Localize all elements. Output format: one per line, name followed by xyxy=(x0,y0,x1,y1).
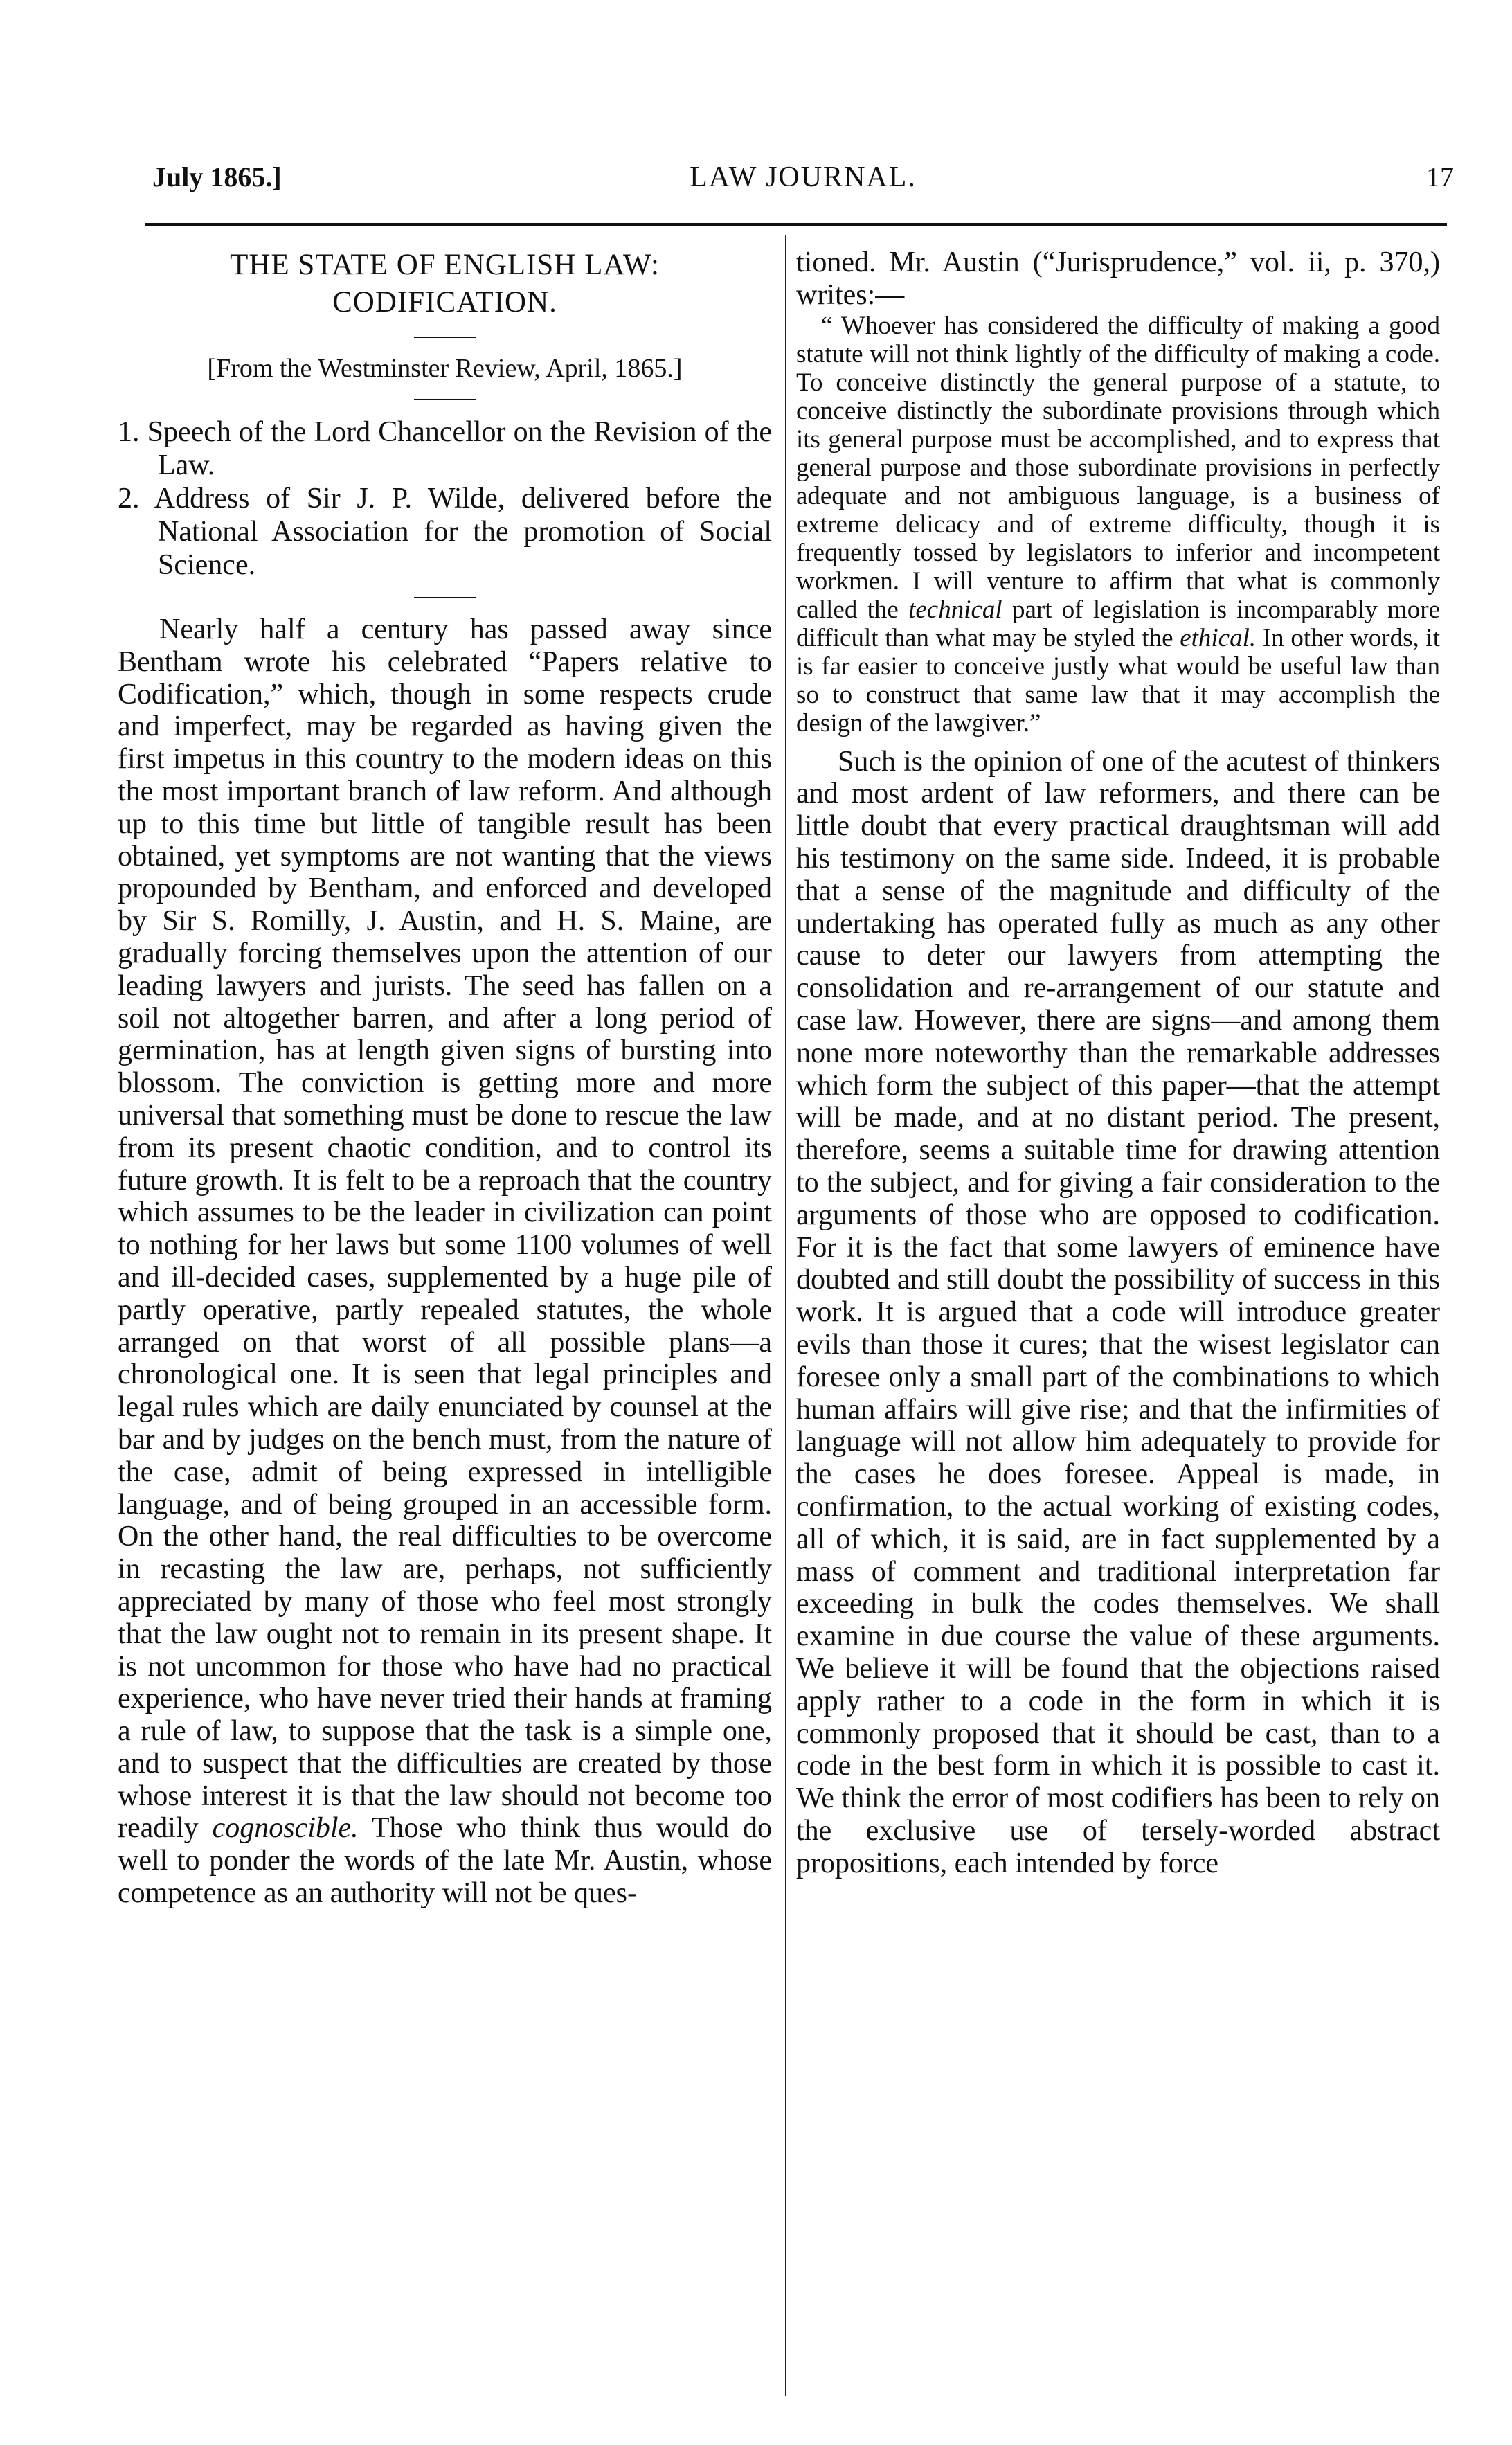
italic-term: ethical. xyxy=(1180,623,1257,652)
short-rule xyxy=(414,399,476,400)
page-number: 17 xyxy=(1426,161,1454,192)
journal-title: LAW JOURNAL. xyxy=(690,161,917,193)
article-title-line-2: CODIFICATION. xyxy=(332,286,557,319)
short-rule xyxy=(414,337,476,338)
running-header xyxy=(152,161,1454,202)
source-item: 2. Address of Sir J. P. Wilde, delivered before the National Association for the promotion of Social Science. xyxy=(118,483,772,581)
column-divider xyxy=(785,235,786,2396)
left-column xyxy=(118,247,772,1910)
quote-text: part of legislation is incomparably more difficult than what may be styled the xyxy=(796,595,1440,652)
issue-date: July 1865.] xyxy=(152,161,282,192)
italic-term: technical xyxy=(908,595,1002,624)
article-source: [From the Westminster Review, April, 1865.] xyxy=(207,354,683,383)
sources-list xyxy=(118,415,772,582)
paragraph-text: Those who think thus would do well to ponder the words of the late Mr. Austin, whose competence as an authority will not be ques- xyxy=(118,1812,772,1910)
paragraph-continuation: tioned. Mr. Austin (“Jurisprudence,” vol. ii, p. 370,) writes:— xyxy=(796,247,1440,311)
article-title xyxy=(118,247,772,321)
body-paragraph: Such is the opinion of one of the acutest of thinkers and most ardent of law reformers, and there can be little doubt that every practical draughtsman will add his testimony on the same side. Indeed, it is probable that a sense of the magnitude and difficulty of the undertaking has operated fully as much as any other cause to deter our lawyers from attempting the consolidation and re-arrangement of our statute and case law. However, there are signs—and among them none more noteworthy than the remarkable addresses which form the subject of this paper—that the attempt will be made, and at no distant period. The present, therefore, seems a suitable time for drawing attention to the subject, and for giving a fair consideration to the arguments of those who are opposed to codification. For it is the fact that some lawyers of eminence have doubted and still doubt the possibility of success in this work. It is argued that a code will introduce greater evils than those it cures; that the wisest legislator can foresee only a small part of the combinations to which human affairs will give rise; and that the infirmities of language will not allow him adequately to provide for the cases he does foresee. Appeal is made, in confirmation, to the actual working of existing codes, all of which, it is said, are in fact supplemented by a mass of comment and traditional interpretation far exceeding in bulk the codes themselves. We shall examine in due course the value of these arguments. We believe it will be found that the objections raised apply rather to a code in the form in which it is commonly proposed that it should be cast, than to a code in the best form in which it is possible to cast it. We think the error of most codifiers has been to rely on the exclusive use of tersely-worded abstract propositions, each intended by force xyxy=(796,745,1440,1879)
austin-quotation xyxy=(796,312,1440,737)
quote-text: In other words, it is far easier to conceive justly what would be useful law than so to construct that same law that it may accomplish the design of the lawgiver.” xyxy=(796,623,1440,737)
short-rule xyxy=(414,597,476,598)
right-column xyxy=(796,247,1440,1879)
quote-text: “ Whoever has considered the difficulty of making a good statute will not think lightly of the difficulty of making a code. To conceive distinctly the general purpose of a statute, to conceive distinctly the subordinate provisions through which its general purpose must be accomplished, and to express that general purpose and those subordinate provisions in perfectly adequate and not ambiguous language, is a business of extreme delicacy and of extreme difficulty, though it is frequently tossed by legislators to inferior and incompetent workmen. I will venture to affirm that what is commonly called the xyxy=(796,311,1440,624)
italic-term: cognoscible. xyxy=(212,1812,359,1845)
source-item: 1. Speech of the Lord Chancellor on the Revision of the Law. xyxy=(118,416,772,481)
paragraph-text: Nearly half a century has passed away since Bentham wrote his celebrated “Papers relative to Codification,” which, though in some respects crude and imperfect, may be regarded as having given the first impetus in this country to the modern ideas on this the most important branch of law reform. And although up to this time but little of tangible result has been obtained, yet symptoms are not wanting that the views propounded by Bentham, and enforced and developed by Sir S. Romilly, J. Austin, and H. S. Maine, are gradually forcing themselves upon the attention of our leading lawyers and jurists. The seed has fallen on a soil not altogether barren, and after a long period of germination, has at length given signs of bursting into blossom. The conviction is getting more and more universal that something must be done to rescue the law from its present chaotic condition, and to control its future growth. It is felt to be a reproach that the country which assumes to be the leader in civilization can point to nothing for her laws but some 1100 volumes of well and ill-decided cases, supplemented by a huge pile of partly operative, partly repealed statutes, the whole arranged on that worst of all possible plans—a chronological one. It is seen that legal principles and legal rules which are daily enunciated by counsel at the bar and by judges on the bench must, from the nature of the case, admit of being expressed in intelligible language, and of being grouped in an accessible form. On the other hand, the real difficulties to be overcome in recasting the law are, perhaps, not sufficiently appreciated by many of those who feel most strongly that the law ought not to remain in its present shape. It is not uncommon for those who have had no practical experience, who have never tried their hands at framing a rule of law, to suppose that the task is a simple one, and to suspect that the difficulties are created by those whose interest it is that the law should not become too readily xyxy=(118,614,772,1845)
opening-paragraph xyxy=(118,614,772,1910)
article-title-line-1: THE STATE OF ENGLISH LAW: xyxy=(230,249,660,281)
header-rule xyxy=(145,223,1447,226)
